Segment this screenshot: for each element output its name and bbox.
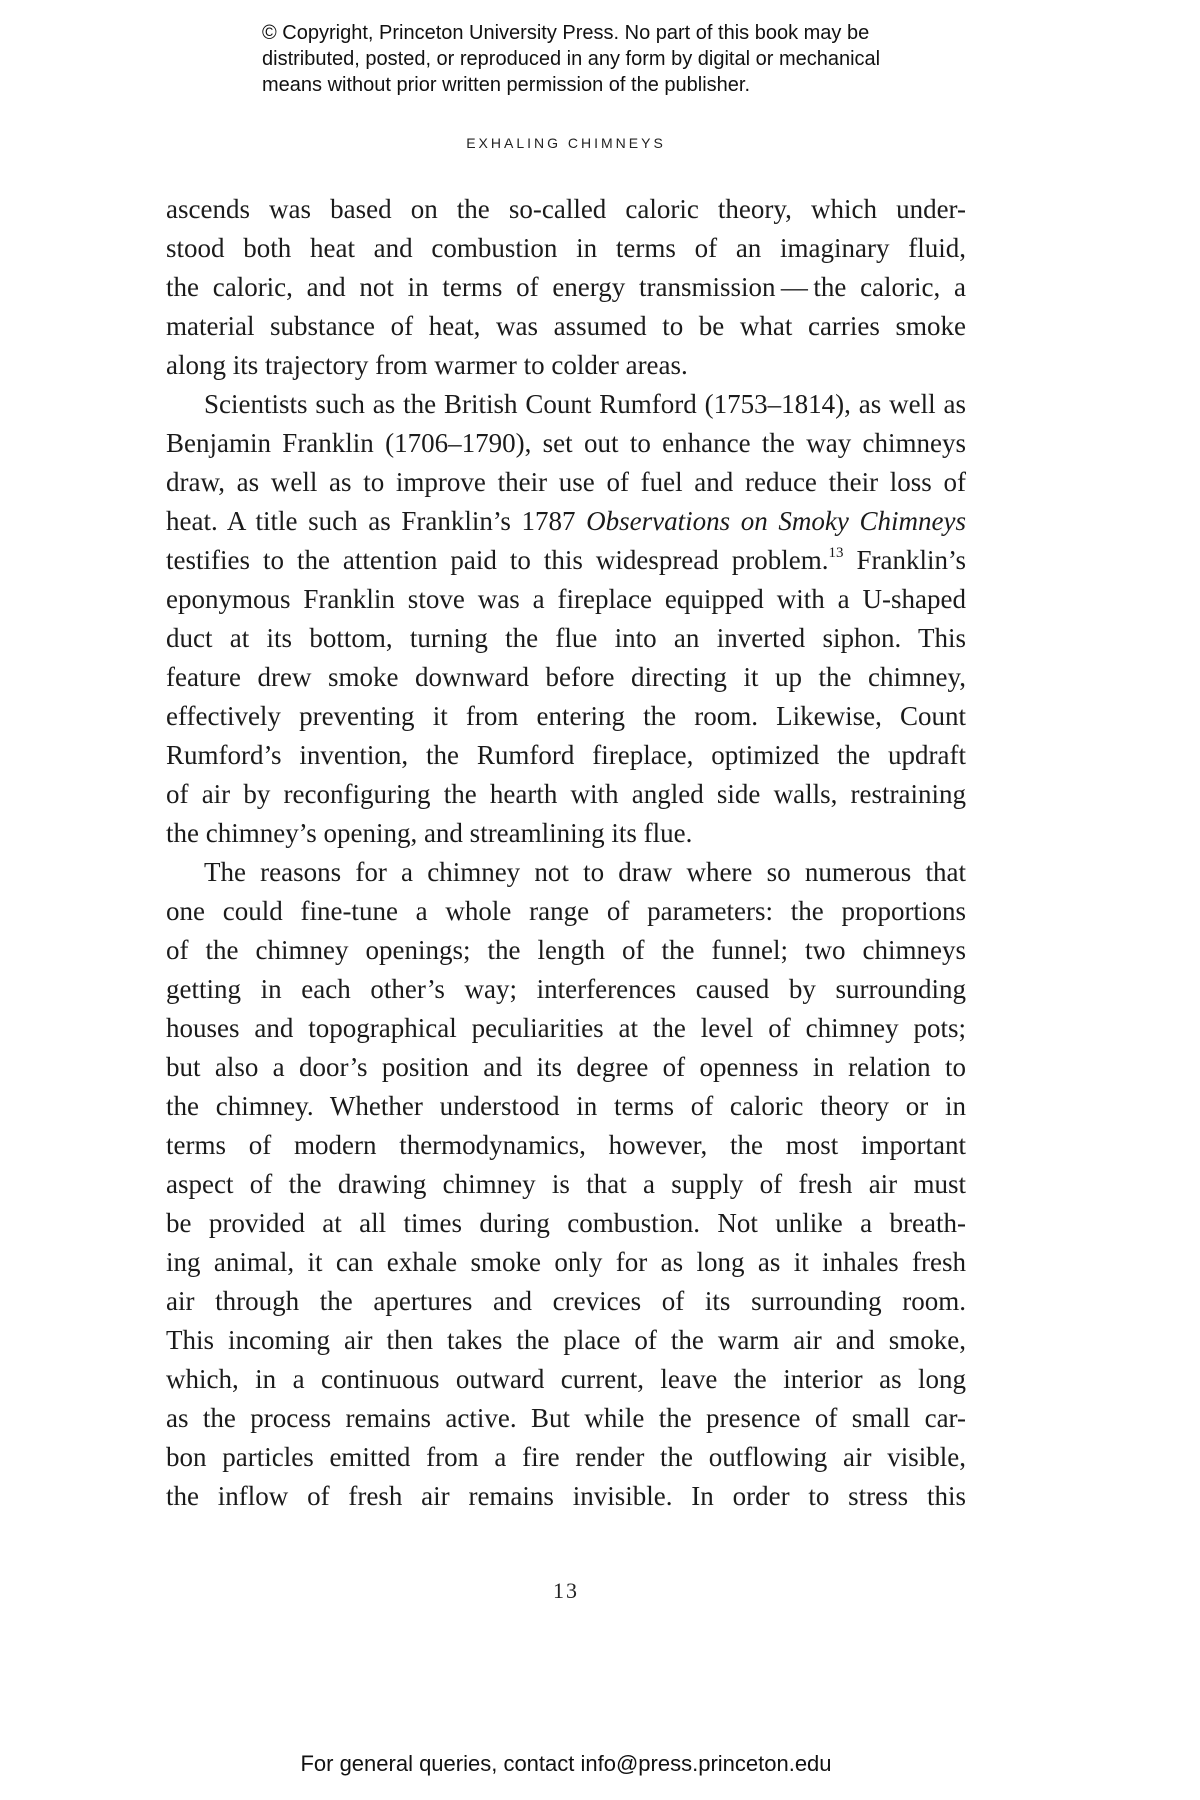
text-line: air through the apertures and crevices of its surrounding room. [166,1286,966,1316]
text-line: feature drew smoke downward before directing it up the chimney, [166,662,966,692]
text-line: be provided at all times during combustion. Not unlike a breath- [166,1208,966,1238]
text-line: This incoming air then takes the place of the warm air and smoke, [166,1325,966,1355]
text-line-with-title [166,502,966,541]
text-line: bon particles emitted from a fire render the outflowing air visible, [166,1442,966,1472]
text-fragment: heat. A title such as Franklin’s 1787 [166,506,587,536]
footer-contact-note: For general queries, contact info@press.princeton.edu [300,1751,832,1776]
text-line: eponymous Franklin stove was a fireplace equipped with a U-shaped [166,584,966,614]
copyright-line: distributed, posted, or reproduced in any form by digital or mechanical [262,48,881,70]
text-line: which, in a continuous outward current, leave the interior as long [166,1364,966,1394]
text-line-with-footnote [166,541,966,580]
text-line: ing animal, it can exhale smoke only for as long as it inhales fresh [166,1247,966,1277]
text-line: but also a door’s position and its degree of openness in relation to [166,1052,966,1082]
paragraph-2 [166,385,966,853]
text-fragment: testifies to the attention paid to this widespread problem. [166,545,829,575]
page-number: 13 [553,1578,579,1603]
text-line: draw, as well as to improve their use of fuel and reduce their loss of [166,467,966,497]
book-title: Observations on Smoky Chimneys [586,506,966,536]
text-line: of air by reconfiguring the hearth with angled side walls, restraining [166,779,966,809]
footnote-reference: 13 [828,545,844,561]
text-line: houses and topographical peculiarities at the level of chimney pots; [166,1013,966,1043]
text-line: material substance of heat, was assumed to be what carries smoke [166,311,966,341]
text-line: as the process remains active. But while the presence of small car- [166,1403,966,1433]
paragraph-3 [166,853,966,1516]
text-line: Scientists such as the British Count Rumford (1753–1814), as well as [204,389,966,419]
text-line: along its trajectory from warmer to colder areas. [166,350,688,380]
text-line: effectively preventing it from entering the room. Likewise, Count [166,701,966,731]
copyright-line: means without prior written permission of the publisher. [262,74,751,96]
text-line: the chimney’s opening, and streamlining its flue. [166,818,693,848]
text-line: stood both heat and combustion in terms of an imaginary fluid, [166,233,966,263]
text-line: Rumford’s invention, the Rumford fireplace, optimized the updraft [166,740,966,770]
text-line: The reasons for a chimney not to draw where so numerous that [204,857,966,887]
copyright-notice [262,20,962,98]
text-line: Benjamin Franklin (1706–1790), set out to enhance the way chimneys [166,428,966,458]
text-line: getting in each other’s way; interferences caused by surrounding [166,974,966,1004]
text-line: aspect of the drawing chimney is that a supply of fresh air must [166,1169,966,1199]
body-text [166,190,966,1516]
text-line: ascends was based on the so-called caloric theory, which under- [166,194,966,224]
text-line: of the chimney openings; the length of the funnel; two chimneys [166,935,966,965]
text-line: the chimney. Whether understood in terms of caloric theory or in [166,1091,966,1121]
text-line: terms of modern thermodynamics, however, the most important [166,1130,966,1160]
text-line: the inflow of fresh air remains invisible. In order to stress this [166,1481,966,1511]
text-fragment: Franklin’s [843,545,966,575]
paragraph-1 [166,190,966,385]
running-head: EXHALING CHIMNEYS [466,135,666,151]
text-line: one could fine-tune a whole range of parameters: the proportions [166,896,966,926]
text-line: duct at its bottom, turning the flue into an inverted siphon. This [166,623,966,653]
copyright-line: © Copyright, Princeton University Press. No part of this book may be [262,22,870,44]
text-line: the caloric, and not in terms of energy transmission — the caloric, a [166,272,966,302]
